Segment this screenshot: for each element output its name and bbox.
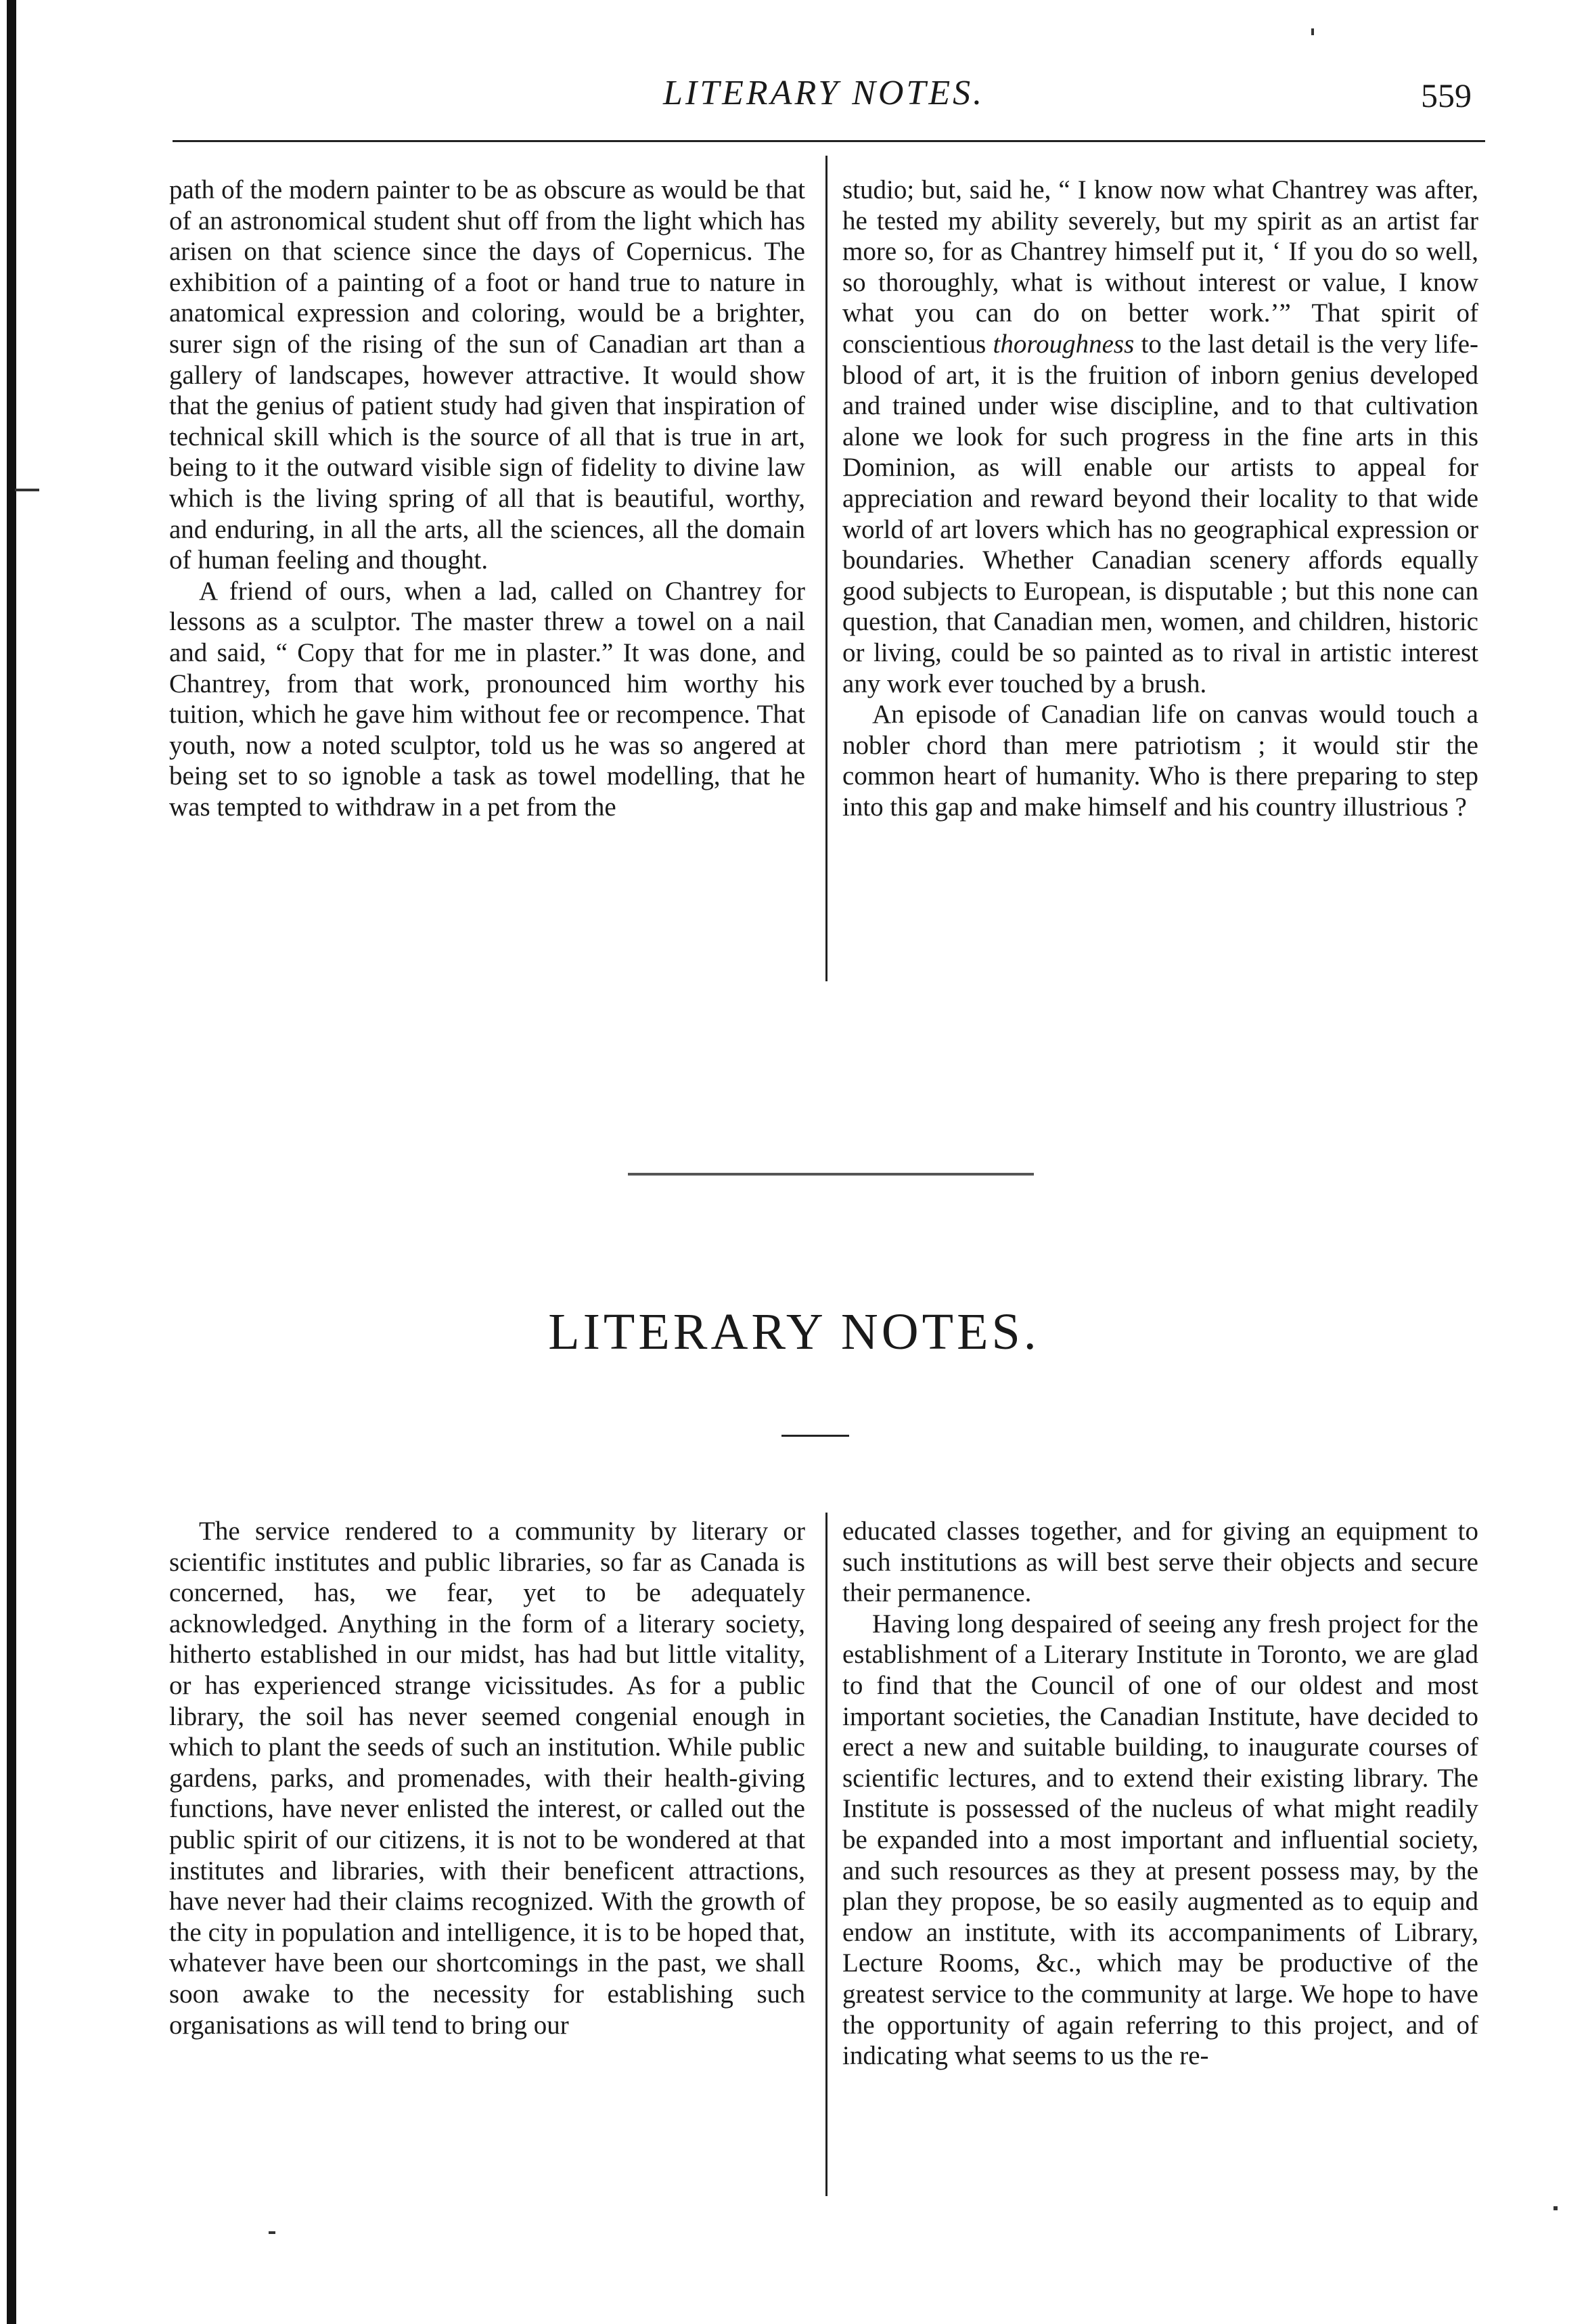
binding-edge-rule (7, 0, 16, 2324)
column-divider (825, 1513, 827, 2196)
paragraph-text: studio; but, said he, “ I know now what Chantrey was after, he tested my ability severely, but my spirit as an artist far more so, for as Chantrey himself put it, ‘ If you do so well, so thoroughly, what is without interest or value, I know what you can do on better work.’” That spirit of conscientious (842, 175, 1478, 359)
paragraph: A friend of ours, when a lad, called on Chantrey for lessons as a sculptor. The master threw a towel on a nail and said, “ Copy that for me in plaster.” It was done, and Chantrey, from that work, pronounced him worthy his tuition, which he gave him without fee or recompence. That youth, now a noted sculptor, told us he was so angered at being set to so ignoble a task as towel modelling, that he was tempted to withdraw in a pet from the (169, 576, 805, 822)
scan-speck (269, 2231, 275, 2234)
bottom-left-column (169, 1516, 805, 2040)
paragraph: The service rendered to a community by literary or scientific institutes and public libraries, so far as Canada is concerned, has, we fear, yet to be adequately acknowledged. Anything in the form of a literary society, hitherto established in our midst, has had but little vitality, or has experienced strange vicissitudes. As for a public library, the soil has never seemed congenial enough in which to plant the seeds of such an institution. While public gardens, parks, and promenades, with their health-giving functions, have never enlisted the interest, or called out the public spirit of our citizens, it is not to be wondered at that institutes and libraries, with their beneficent attractions, have never had their claims recognized. With the growth of the city in population and intelligence, it is to be hoped that, whatever have been our shortcomings in the past, we shall soon awake to the necessity for establishing such organisations as will tend to bring our (169, 1517, 805, 2040)
top-left-column (169, 175, 805, 822)
column-divider (825, 156, 827, 981)
running-title: LITERARY NOTES. (663, 74, 985, 112)
emphasis-text: thoroughness (993, 329, 1135, 359)
top-right-column (842, 175, 1478, 822)
scan-speck (15, 489, 39, 491)
paragraph-text: to the last detail is the very life-blood of art, it is the fruition of inborn genius developed and trained under wise discipline, and to that cultivation alone we look for such progress in the fine arts in this Dominion, as will enable our artists to appeal for appreciation and reward beyond their locality to that wide world of art lovers which has no geographical expression or boundaries. Whether Canadian scenery affords equally good subjects to European, is disputable ; but this none can question, that Canadian men, women, and children, historic or living, could be so painted as to rival in artistic interest any work ever touched by a brush. (842, 329, 1478, 698)
paragraph: An episode of Canadian life on canvas would touch a nobler chord than mere patriotism ; it would stir the common heart of humanity. Who is there preparing to step into this gap and make himself and his country illustrious ? (842, 700, 1478, 822)
header-rule (173, 140, 1485, 142)
paragraph: path of the modern painter to be as obscure as would be that of an astronomical student shut off from the light which has arisen on that science since the days of Copernicus. The exhibition of a painting of a foot or hand true to nature in anatomical expression and coloring, would be a brighter, surer sign of the rising of the sun of Canadian art than a gallery of landscapes, however attractive. It would show that the genius of patient study had given that inspiration of technical skill which is the source of all that is true in art, being to it the outward visible sign of fidelity to divine law which is the living spring of all that is beautiful, worthy, and enduring, in all the arts, all the sciences, all the domain of human feeling and thought. (169, 175, 805, 575)
page-header (0, 68, 1588, 129)
title-dash (781, 1435, 849, 1437)
page-number: 559 (1421, 76, 1472, 114)
scan-speck (1553, 2206, 1558, 2210)
paragraph: Having long despaired of seeing any fresh project for the establishment of a Literary Institute in Toronto, we are glad to find that the Council of one of our oldest and most important societies, the Canadian Institute, have decided to erect a new and suitable building, to inaugurate courses of scientific lectures, and to extend their existing library. The Institute is possessed of the nucleus of what might readily be expanded into a most important and influential society, and such resources as they at present possess may, by the plan they propose, be so easily augmented as to equip and endow an institute, with its accompaniments of Library, Lecture Rooms, &c., which may be productive of the greatest service to the community at large. We hope to have the opportunity of again referring to this project, and of indicating what seems to us the re- (842, 1609, 1478, 2071)
section-title: LITERARY NOTES. (548, 1303, 1040, 1360)
bottom-right-column (842, 1516, 1478, 2072)
paragraph: educated classes together, and for giving an equipment to such institutions as will best serve their objects and secure their permanence. (842, 1517, 1478, 1608)
paragraph (842, 175, 1478, 699)
section-separator-rule (628, 1173, 1034, 1176)
scan-speck (1311, 28, 1314, 35)
